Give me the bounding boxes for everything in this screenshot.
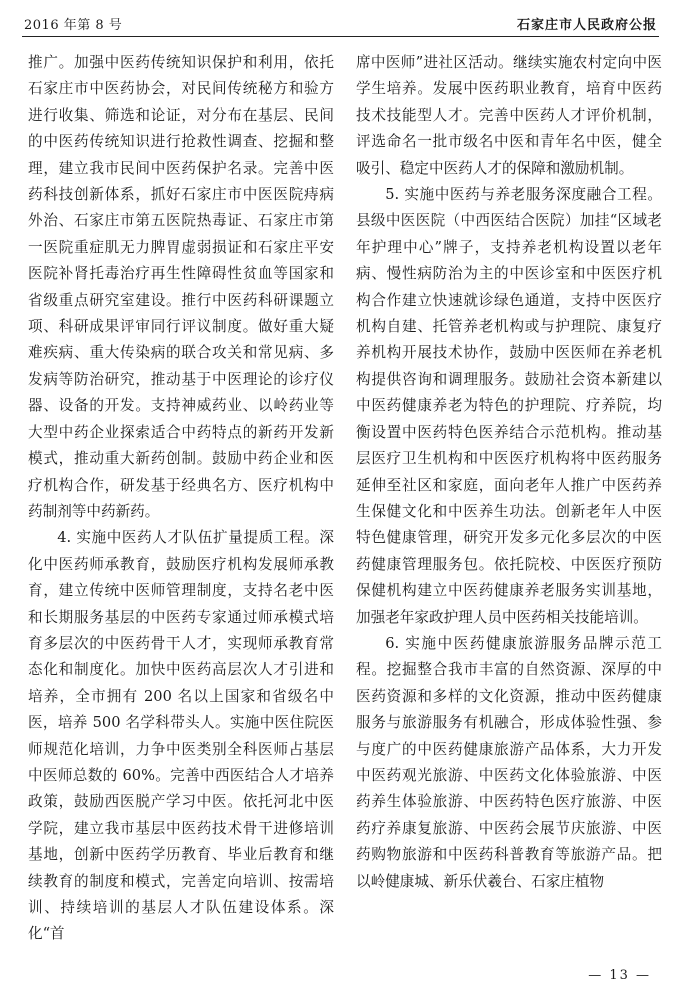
paragraph-section-6: 6. 实施中医药健康旅游服务品牌示范工程。挖掘整合我市丰富的自然资源、深厚的中医药资源和多样的文化资源，推动中医药健康服务与旅游服务有机融合，形成体验性强、参与度广的中医药健康旅游产品体系，大力开发中医药观光旅游、中医药文化体验旅游、中医药养生体验旅游、中医药特色医疗旅游、中医药疗养康复旅游、中医药会展节庆旅游、中医药购物旅游和中医药科普教育等旅游产品。把以岭健康城、新乐伏羲台、石家庄植物 [356, 634, 662, 890]
paragraph-section-4: 4. 实施中医药人才队伍扩量提质工程。深化中医药师承教育，鼓励医疗机构发展师承教育，建立传统中医师管理制度，支持名老中医和长期服务基层的中医药专家通过师承模式培育多层次的中医药骨干人才，实现师承教育常态化和制度化。加快中医药高层次人才引进和培养，全市拥有 200 名以上国家和省级名中医，培养 500 名学科带头人。实施中医住院医师规范化培训，力争中医类别全科医师占基层中医师总数的 60%。完善中西医结合人才培养政策，鼓励西医脱产学习中医。依托河北中医学院，建立我市基层中医药技术骨干进修培训基地，创新中医药学历教育、毕业后教育和继续教育的制度和模式，完善定向培训、按需培训、持续培训的基层人才队伍建设体系。深化“首 [28, 529, 334, 943]
issue-label: 2016 年第 8 号 [24, 18, 123, 33]
paragraph-continued-right: 席中医师”进社区活动。继续实施农村定向中医学生培养。发展中医药职业教育，培育中医药技术技能型人才。完善中医药人才评价机制，评选命名一批市级名中医和青年名中医，健全吸引、稳定中医药人才的保障和激励机制。 [356, 54, 662, 177]
right-column [356, 50, 662, 895]
paragraph-section-5: 5. 实施中医药与养老服务深度融合工程。县级中医医院（中西医结合医院）加挂“区域老年护理中心”牌子，支持养老机构设置以老年病、慢性病防治为主的中医诊室和中医医疗机构合作建立快速就诊绿色通道，支持中医医疗机构自建、托管养老机构或与护理院、康复疗养机构开展技术协作，鼓励中医医师在养老机构提供咨询和调理服务。鼓励社会资本新建以中医药健康养老为特色的护理院、疗养院，均衡设置中医药特色医养结合示范机构。推动基层医疗卫生机构和中医医疗机构将中医药服务延伸至社区和家庭，面向老年人推广中医药养生保健文化和中医养生功法。创新老年人中医特色健康管理，研究开发多元化多层次的中医药健康管理服务包。依托院校、中医医疗预防保健机构建立中医药健康养老服务实训基地，加强老年家政护理人员中医药相关技能培训。 [356, 186, 662, 626]
left-column [28, 50, 334, 948]
page-header [22, 10, 659, 37]
page-number: — 13 — [588, 968, 651, 983]
paragraph-continued: 推广。加强中医药传统知识保护和利用，依托石家庄市中医药协会，对民间传统秘方和验方进行收集、筛选和论证，对分布在基层、民间的中医药传统知识进行抢救性调查、挖掘和整理，建立我市民间中医药保护名录。完善中医药科技创新体系，抓好石家庄市中医医院痔病外治、石家庄市第五医院热毒证、石家庄市第一医院重症肌无力脾胃虚弱损证和石家庄平安医院补肾托毒治疗再生性障碍性贫血等国家和省级重点研究室建设。推行中医药科研课题立项、科研成果评审同行评议制度。做好重大疑难疾病、重大传染病的联合攻关和常见病、多发病等防治研究，推动基于中医理论的诊疗仪器、设备的开发。支持神威药业、以岭药业等大型中药企业探索适合中药特点的新药开发新模式，推动重大新药创制。鼓励中药企业和医疗机构合作，研发基于经典名方、医疗机构中药制剂等中药新药。 [28, 54, 334, 520]
publication-title: 石家庄市人民政府公报 [516, 18, 657, 33]
